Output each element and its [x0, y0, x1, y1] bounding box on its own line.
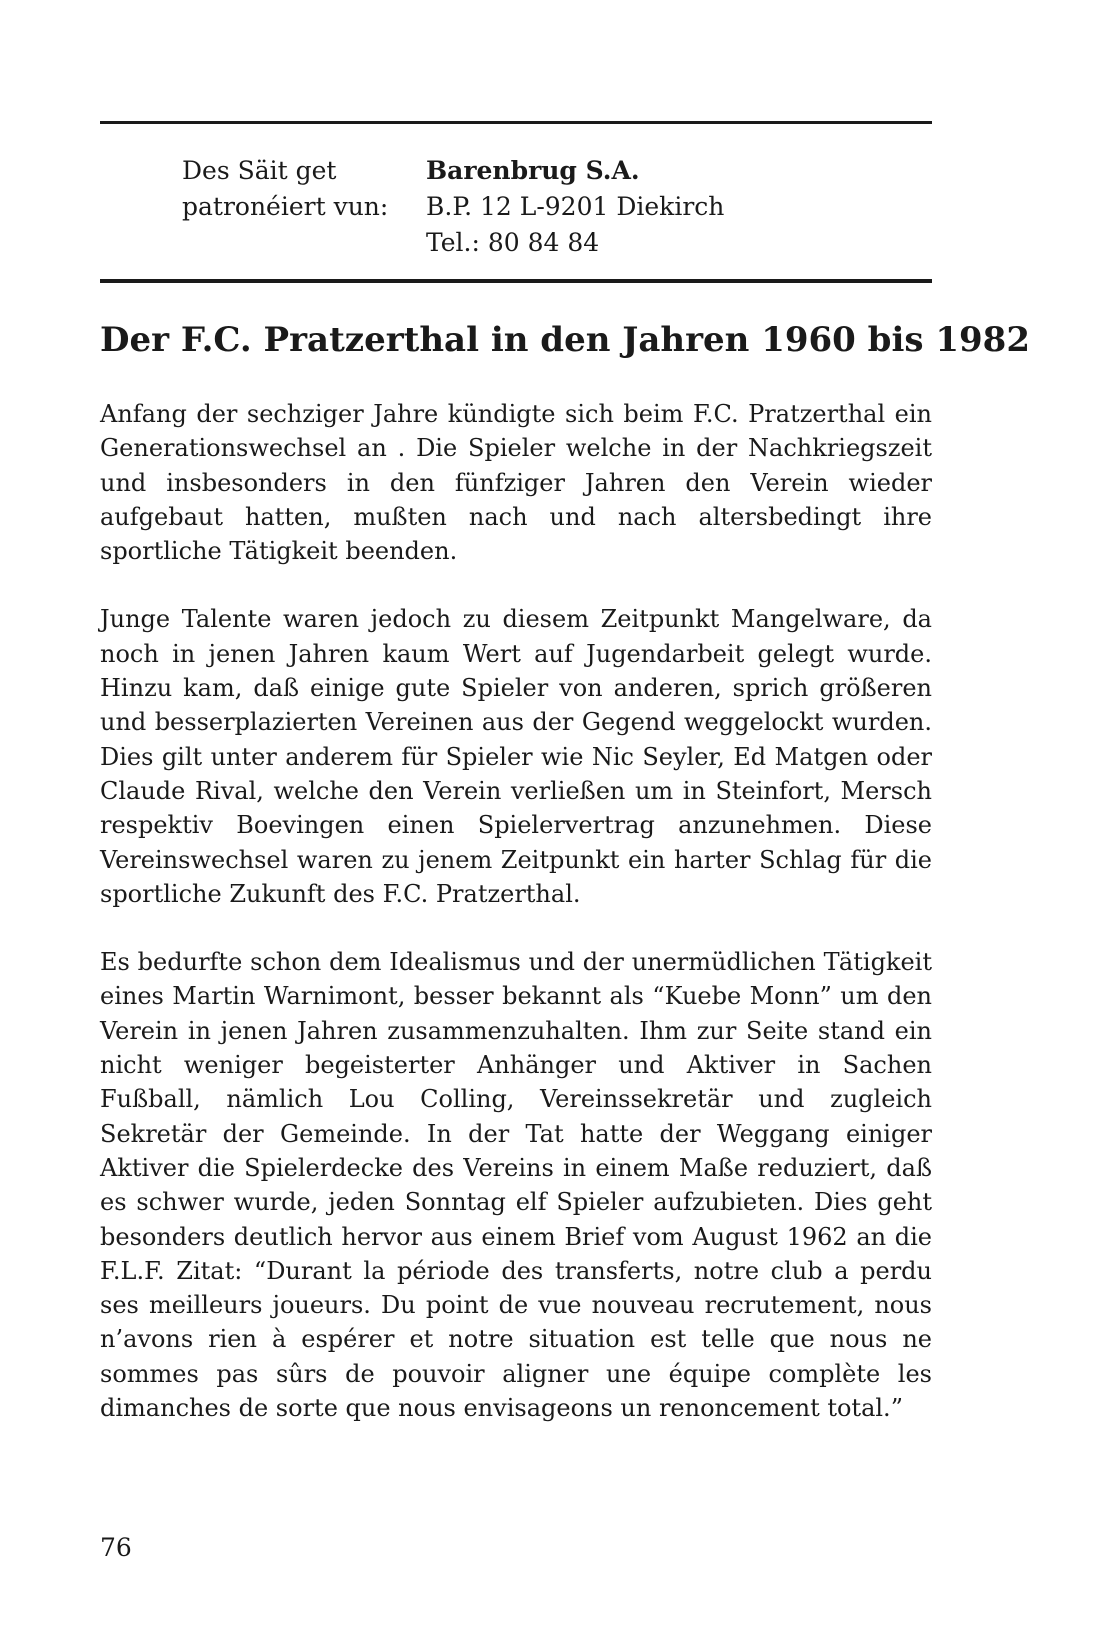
bottom-divider — [100, 279, 932, 283]
article-title: Der F.C. Pratzerthal in den Jahren 1960 bis 1982 — [100, 320, 1030, 360]
sponsor-phone: Tel.: 80 84 84 — [426, 228, 600, 257]
sponsor-label — [182, 153, 412, 225]
article-paragraph: Junge Talente waren jedoch zu diesem Zeitpunkt Mangelware, da noch in jenen Jahren kaum Wert auf Jugendarbeit gelegt wurde. Hinzu kam, daß einige gute Spieler von anderen, sprich größeren und besserplazierten Vereinen aus der Gegend weggelockt wurden. Dies gilt unter anderem für Spieler wie Nic Seyler, Ed Matgen oder Claude Rival, welche den Verein verließen um in Steinfort, Mersch respektiv Boevingen einen Spielervertrag anzunehmen. Diese Vereinswechsel waren zu jenem Zeitpunkt ein harter Schlag für die sportliche Zukunft des F.C. Pratzerthal. — [100, 605, 932, 908]
sponsor-label-line: patronéiert vun: — [182, 192, 389, 221]
sponsor-company: Barenbrug S.A. — [426, 156, 640, 185]
page-number: 76 — [100, 1533, 132, 1562]
sponsor-info — [426, 153, 846, 261]
article-body — [100, 397, 932, 1459]
article-paragraph: Es bedurfte schon dem Idealismus und der unermüdlichen Tätigkeit eines Martin Warnimont, besser bekannt als “Kuebe Monn” um den Verein in jenen Jahren zusammenzuhalten. Ihm zur Seite stand ein nicht weniger begeisterter Anhänger und Aktiver in Sachen Fußball, nämlich Lou Colling, Vereinssekretär und zugleich Sekretär der Gemeinde. In der Tat hatte der Weggang einiger Aktiver die Spielerdecke des Vereins in einem Maße reduziert, daß es schwer wurde, jeden Sonntag elf Spieler aufzubieten. Dies geht besonders deutlich hervor aus einem Brief vom August 1962 an die F.L.F. Zitat: “Durant la période des transferts, notre club a perdu ses meilleurs joueurs. Du point de vue nouveau recrutement, nous n’avons rien à espérer et notre situation est telle que nous ne sommes pas sûrs de pouvoir aligner une équipe complète les dimanches de sorte que nous envisageons un renoncement total.” — [100, 948, 932, 1423]
top-divider — [100, 121, 932, 124]
article-paragraph: Anfang der sechziger Jahre kündigte sich beim F.C. Pratzerthal ein Generationswechsel an . Die Spieler welche in der Nachkriegszeit und insbesonders in den fünfziger Jahren den Verein wieder aufgebaut hatten, mußten nach und nach altersbedingt ihre sportliche Tätigkeit beenden. — [100, 400, 932, 566]
sponsor-label-line: Des Säit get — [182, 156, 337, 185]
sponsor-address: B.P. 12 L-9201 Diekirch — [426, 192, 725, 221]
